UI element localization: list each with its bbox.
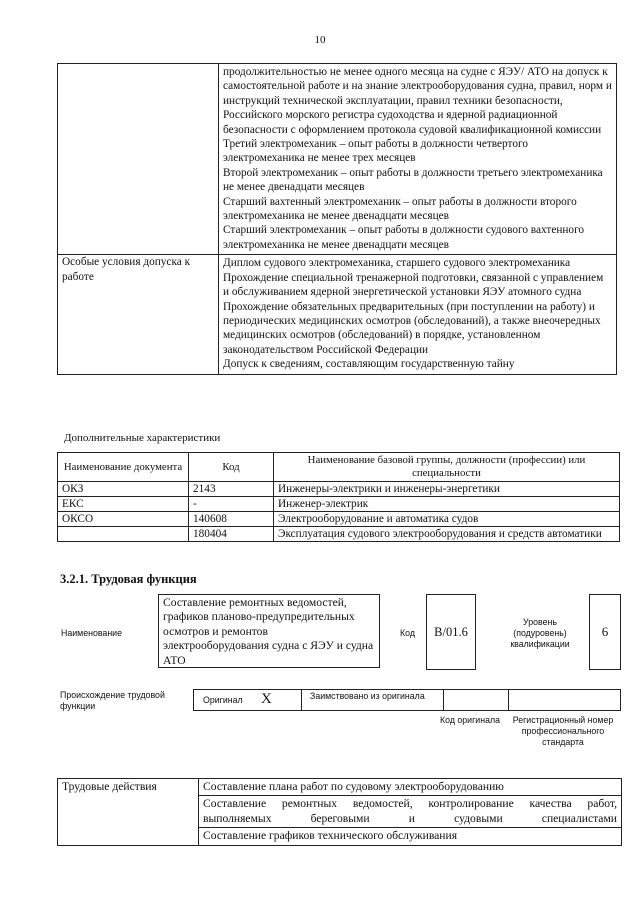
doc-cell: ОКСО [58, 512, 189, 527]
actions-label: Трудовые действия [58, 779, 199, 846]
original-label: Оригинал [203, 695, 243, 705]
doc-cell: ОКЗ [58, 482, 189, 497]
condition-text: Диплом судового электромеханика, старшего судового электромеханика [223, 257, 571, 270]
row-label [58, 64, 219, 255]
table-row [58, 497, 620, 512]
code-cell: 140608 [189, 512, 274, 527]
section-title: 3.2.1. Трудовая функция [60, 572, 197, 586]
requirement-text: Третий электромеханик – опыт работы в должности четвертого электромеханика не менее трех месяцев [223, 138, 528, 165]
requirements-table [57, 63, 617, 375]
requirement-text: Старший вахтенный электромеханик – опыт работы в должности второго электромеханика не менее двенадцати месяцев [223, 195, 577, 223]
code-original-label: Код оригинала [440, 715, 500, 725]
action-item: Составление плана работ по судовому электрооборудованию [199, 779, 622, 796]
table-row [58, 527, 620, 542]
condition-text: Допуск к сведениям, составляющим государственную тайну [223, 358, 515, 371]
table-row [58, 64, 617, 255]
actions-table [57, 778, 622, 846]
table-row [58, 255, 617, 374]
original-mark: X [261, 691, 272, 707]
borrowed-cell [301, 689, 443, 711]
function-code-box: B/01.6 [426, 594, 476, 670]
table-row [58, 482, 620, 497]
registration-label: Регистрационный номер профессионального стандарта [512, 715, 614, 747]
doc-cell: ЕКС [58, 497, 189, 512]
row-value [219, 255, 617, 374]
registration-cell [508, 689, 621, 711]
condition-text: Прохождение обязательных предварительных (при поступлении на работу) и периодических медицинских осмотров (обследований), а также внеочередных медицинских осмотров (обследований) в порядке, установленном законодательством Российской Федерации [223, 300, 601, 356]
origin-row [193, 689, 621, 711]
row-value [219, 64, 617, 255]
name-cell: Электрооборудование и автоматика судов [274, 512, 620, 527]
code-cell: - [189, 497, 274, 512]
name-cell: Инженеры-электрики и инженеры-энергетики [274, 482, 620, 497]
requirement-text: Старший электромеханик – опыт работы в должности судового вахтенного электромеханика не менее двенадцати месяцев [223, 224, 585, 251]
page-number: 10 [314, 34, 326, 46]
code-original-cell [443, 689, 508, 711]
original-cell [193, 689, 301, 711]
code-cell: 180404 [189, 527, 274, 542]
code-label: Код [400, 628, 415, 638]
requirement-text: продолжительностью не менее одного месяца на судне с ЯЭУ/ АТО на допуск к самостоятельной работе и на знание электрооборудования судна, правил, норм и инструкций технической эксплуатации, правил техники безопасности, Российского морского регистра судоходства и ядерной радиационной безопасности с оформлением протокола судовой квалификационной комиссии [223, 66, 612, 136]
table-row [58, 779, 622, 796]
name-label: Наименование [61, 628, 122, 638]
level-box: 6 [589, 594, 621, 670]
origin-label: Происхождение трудовой функции [60, 690, 165, 711]
additional-title: Дополнительные характеристики [64, 432, 221, 444]
name-cell: Инженер-электрик [274, 497, 620, 512]
requirement-text: Второй электромеханик – опыт работы в должности третьего электромеханика не менее двенадцати месяцев [223, 166, 603, 194]
table-row [58, 512, 620, 527]
name-cell: Эксплуатация судового электрооборудования и средств автоматики [274, 527, 620, 542]
column-header: Наименование документа [58, 453, 189, 482]
borrowed-label: Заимствовано из оригинала [310, 691, 425, 701]
code-cell: 2143 [189, 482, 274, 497]
column-header: Код [189, 453, 274, 482]
action-item: Составление графиков технического обслуживания [199, 828, 622, 845]
action-item: Составление ремонтных ведомостей, контролирование качества работ, выполняемых береговыми и судовыми специалистами [199, 796, 622, 828]
table-header-row [58, 453, 620, 482]
level-label: Уровень (подуровень) квалификации [510, 617, 570, 649]
row-label: Особые условия допуска к работе [58, 255, 219, 374]
additional-table [57, 452, 620, 542]
doc-cell [58, 527, 189, 542]
condition-text: Прохождение специальной тренажерной подготовки, связанной с управлением и обслуживанием ядерной энергетической установки ЯЭУ атомного судна [223, 271, 604, 299]
column-header: Наименование базовой группы, должности (профессии) или специальности [274, 453, 620, 482]
function-name-box: Составление ремонтных ведомостей, графиков планово-предупредительных осмотров и ремонтов электрооборудования судна с ЯЭУ и судна АТО [158, 594, 380, 668]
